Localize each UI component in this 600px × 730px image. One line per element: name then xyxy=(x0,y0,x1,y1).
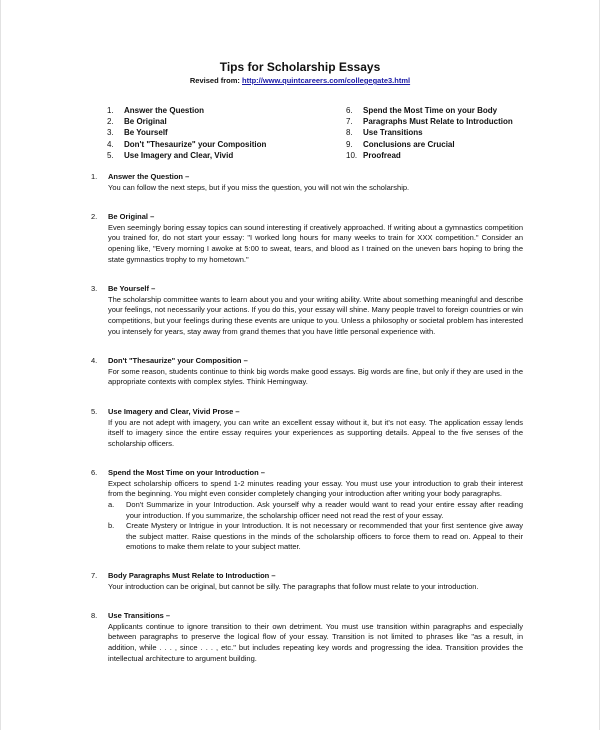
section-number: 3. xyxy=(91,284,98,294)
section-heading xyxy=(91,284,523,295)
section-number: 5. xyxy=(91,406,98,416)
toc-number: 3. xyxy=(107,128,114,138)
tips-sections xyxy=(91,172,523,664)
sub-item-letter: b. xyxy=(108,521,115,531)
toc-item xyxy=(346,139,576,150)
section-be-original xyxy=(91,212,523,265)
toc-label: Be Yourself xyxy=(124,128,168,138)
section-number: 2. xyxy=(91,212,98,222)
toc-item xyxy=(346,116,576,127)
sub-item-text: Create Mystery or Intrigue in your Introduction. It is not necessary or recommended that your first sentence give away the subject matter. Raise questions in the minds of the scholarship officers to force them to read on. Appeal to their emotions to make them relate to your subject matter. xyxy=(126,521,523,552)
page-title: Tips for Scholarship Essays xyxy=(219,60,381,74)
toc-label: Proofread xyxy=(363,150,401,160)
section-body: The scholarship committee wants to learn about you and your writing ability. Write about something meaningful and describe your feelings, not necessarily your actions. If you do this, your essay will shine. Many people travel to foreign countries or win competitions, but your feelings during these events are unique to you. Unless a philosophy or societal problem has interested you intensely for years, stay away from grand themes that you have little personal experience with. xyxy=(108,294,523,336)
toc-number: 5. xyxy=(107,150,114,160)
toc-item xyxy=(107,105,337,116)
section-title: Be Original – xyxy=(108,212,155,222)
section-heading xyxy=(91,571,523,582)
toc-item xyxy=(107,139,337,150)
toc-number: 8. xyxy=(346,128,353,138)
section-heading xyxy=(91,468,523,479)
section-title: Spend the Most Time on your Introduction – xyxy=(108,468,265,478)
section-body-paragraphs xyxy=(91,571,523,592)
toc-item xyxy=(346,105,576,116)
toc-label: Be Original xyxy=(124,117,167,127)
toc-number: 7. xyxy=(346,117,353,127)
toc-number: 10. xyxy=(346,150,358,160)
section-transitions xyxy=(91,611,523,664)
toc-label: Use Transitions xyxy=(363,128,423,138)
section-number: 4. xyxy=(91,356,98,366)
section-body: If you are not adept with imagery, you can write an excellent essay without it, but it's not easy. The application essay lends itself to imagery since the entire essay requires your experiences as supporting details. Appeal to the five senses of the scholarship officers. xyxy=(108,417,523,448)
revised-from-line xyxy=(1,76,599,85)
toc-label: Paragraphs Must Relate to Introduction xyxy=(363,117,513,127)
section-introduction xyxy=(91,468,523,553)
section-body: Expect scholarship officers to spend 1-2 minutes reading your essay. You must use your introduction to grab their interest from the beginning. You might even consider completely changing your introduction after writing your body paragraphs. xyxy=(108,478,523,499)
section-body: Applicants continue to ignore transition to their own detriment. You must use transition within paragraphs and especially between paragraphs to preserve the logical flow of your essay. Transition is not limited to phrases like "as a result, in addition, while . . . , since . . . , etc." but includes repeating key words and progressing the idea. Transition provides the intellectual architecture to argument building. xyxy=(108,621,523,663)
sub-item-text: Don't Summarize in your Introduction. Ask yourself why a reader would want to read your entire essay after reading your introduction. If you summarize, the scholarship officer need not read the rest of your essay. xyxy=(126,500,523,520)
toc-number: 2. xyxy=(107,117,114,127)
section-heading xyxy=(91,212,523,223)
toc-label: Conclusions are Crucial xyxy=(363,139,455,149)
section-be-yourself xyxy=(91,284,523,337)
sub-item xyxy=(108,521,523,553)
toc-right-column xyxy=(346,105,576,161)
toc-label: Answer the Question xyxy=(124,106,205,115)
section-heading xyxy=(91,407,523,418)
section-answer-question xyxy=(91,172,523,193)
toc-label: Use Imagery and Clear, Vivid xyxy=(124,150,234,160)
section-body: Your introduction can be original, but cannot be silly. The paragraphs that follow must relate to your introduction. xyxy=(108,581,479,591)
toc-label: Don't "Thesaurize" your Composition xyxy=(124,139,267,149)
source-link[interactable]: http://www.quintcareers.com/collegegate3.html xyxy=(242,76,411,85)
sub-item xyxy=(108,500,523,521)
toc-item xyxy=(107,116,337,127)
section-imagery xyxy=(91,407,523,449)
section-title: Answer the Question – xyxy=(108,172,190,181)
sub-item-letter: a. xyxy=(108,500,115,510)
section-title: Body Paragraphs Must Relate to Introduction – xyxy=(108,571,276,581)
section-body: You can follow the next steps, but if you miss the question, you will not win the scholarship. xyxy=(108,182,410,192)
toc-number: 6. xyxy=(346,106,353,115)
section-title: Don't "Thesaurize" your Composition – xyxy=(108,356,248,366)
toc-item xyxy=(107,150,337,161)
toc-number: 9. xyxy=(346,139,353,149)
section-number: 6. xyxy=(91,468,98,478)
toc-left-column xyxy=(107,105,337,161)
section-title: Be Yourself – xyxy=(108,284,156,294)
section-thesaurize xyxy=(91,356,523,388)
section-title: Use Transitions – xyxy=(108,611,171,621)
toc-item xyxy=(107,127,337,138)
section-body: For some reason, students continue to think big words make good essays. Big words are fine, but only if they are used in the appropriate contexts with complex styles. Think Hemingway. xyxy=(108,366,523,387)
toc-item xyxy=(346,150,576,161)
section-body: Even seemingly boring essay topics can sound interesting if creatively approached. If writing about a gymnastics competition you trained for, do not start your essay: "I worked long hours for many weeks to train for XXX competition." Consider an opening like, "Every morning I awoke at 5:00 to sweat, tears, and blood as I trained on the uneven bars hoping to bring the state gymnastics trophy to my hometown." xyxy=(108,222,523,264)
section-number: 8. xyxy=(91,611,98,621)
section-heading xyxy=(91,172,523,183)
section-heading xyxy=(91,356,523,367)
section-title: Use Imagery and Clear, Vivid Prose – xyxy=(108,406,240,416)
toc-item xyxy=(346,127,576,138)
section-heading xyxy=(91,611,523,622)
section-number: 7. xyxy=(91,571,98,581)
revised-prefix: Revised from: xyxy=(189,76,242,85)
section-number: 1. xyxy=(91,172,98,181)
toc-number: 4. xyxy=(107,139,114,149)
toc-number: 1. xyxy=(107,106,114,115)
toc-label: Spend the Most Time on your Body xyxy=(363,106,498,115)
